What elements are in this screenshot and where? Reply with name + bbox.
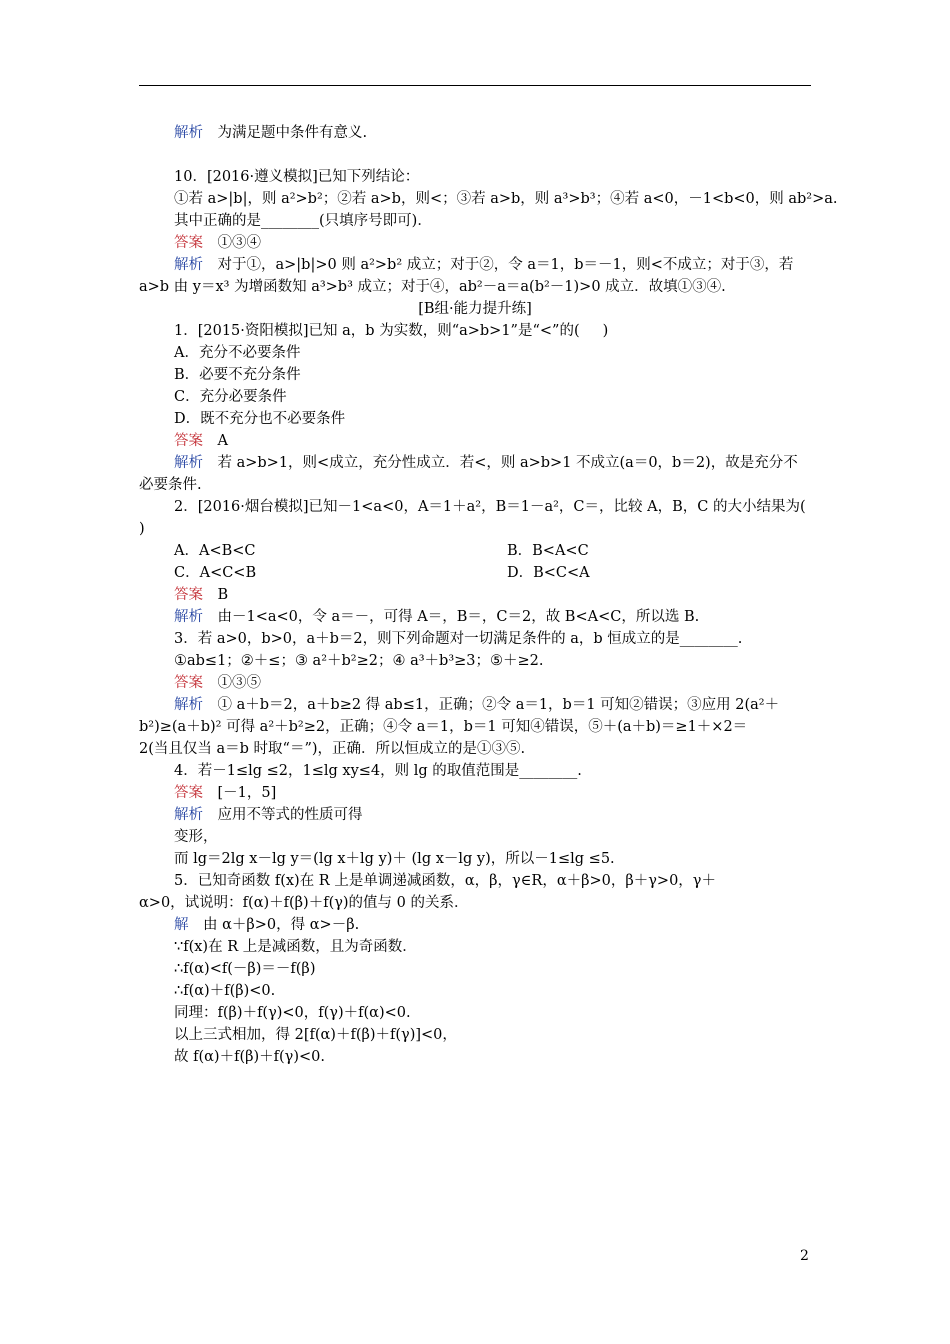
question-3: 3．若 a>0，b>0，a＋b＝2，则下列命题对一切满足条件的 a，b 恒成立的是________. [174, 631, 743, 647]
answer-line: 答案 A [174, 433, 228, 449]
option-d: D．B<C<A [507, 565, 590, 581]
question-10: 10．[2016·遵义模拟]已知下列结论： [174, 169, 420, 185]
analysis-line: 解析 应用不等式的性质可得 [174, 807, 363, 823]
analysis-line: 解析 为满足题中条件有意义. [174, 125, 368, 141]
question-2: 2．[2016·烟台模拟]已知－1<a<0，A＝1＋a²，B＝1－a²，C＝，比较 A，B，C 的大小结果为( [174, 499, 806, 515]
question-text: ) [139, 521, 145, 537]
label-answer: 答案 [174, 587, 203, 603]
solution-text: ∴f(α)＋f(β)<0. [174, 983, 276, 999]
question-4: 4．若－1≤lg ≤2，1≤lg xy≤4，则 lg 的取值范围是________. [174, 763, 582, 779]
option-b: B．必要不充分条件 [174, 367, 301, 383]
label-answer: 答案 [174, 235, 203, 251]
option-b: B．B<A<C [507, 543, 589, 559]
label-analysis: 解析 [174, 455, 203, 471]
label-solution: 解 [174, 917, 189, 933]
answer-line: 答案 ①③⑤ [174, 675, 261, 691]
label-analysis: 解析 [174, 125, 203, 141]
analysis-text: 而 lg＝2lg x－lg y＝(lg x＋lg y)＋ (lg x－lg y)，所以－1≤lg ≤5. [174, 851, 615, 867]
option-c: C．A<C<B [174, 565, 257, 581]
analysis-text: a>b 由 y＝x³ 为增函数知 a³>b³ 成立；对于④，ab²－a＝a(b²－1)>0 成立．故填①③④. [139, 279, 726, 295]
solution-text: 以上三式相加，得 2[f(α)＋f(β)＋f(γ)]<0， [174, 1027, 457, 1043]
label-analysis: 解析 [174, 609, 203, 625]
analysis-text: 必要条件. [139, 477, 202, 493]
option-a: A．A<B<C [174, 543, 256, 559]
analysis-line: 解析 ① a＋b＝2，a＋b≥2 得 ab≤1，正确；②令 a＝1，b＝1 可知②错误；③应用 2(a²＋ [174, 697, 780, 713]
solution-text: 故 f(α)＋f(β)＋f(γ)<0. [174, 1049, 325, 1065]
label-analysis: 解析 [174, 807, 203, 823]
analysis-line: 解析 若 a>b>1，则<成立，充分性成立．若<，则 a>b>1 不成立(a＝0，b＝2)，故是充分不 [174, 455, 798, 471]
analysis-text: 变形， [174, 829, 218, 845]
solution-text: ∵f(x)在 R 上是减函数，且为奇函数． [174, 939, 417, 955]
option-c: C．充分必要条件 [174, 389, 287, 405]
label-answer: 答案 [174, 433, 203, 449]
label-answer: 答案 [174, 675, 203, 691]
label-analysis: 解析 [174, 697, 203, 713]
solution-text: ∴f(α)<f(－β)＝－f(β) [174, 961, 316, 977]
solution-text: 同理：f(β)＋f(γ)<0，f(γ)＋f(α)<0. [174, 1005, 411, 1021]
question-text: ①若 a>|b|，则 a²>b²；②若 a>b，则<；③若 a>b，则 a³>b³；④若 a<0，－1<b<0，则 ab²>a. [174, 191, 838, 207]
section-heading: [B组·能力提升练] [418, 301, 532, 317]
page-number: 2 [800, 1248, 809, 1264]
option-d: D．既不充分也不必要条件 [174, 411, 346, 427]
analysis-text: 2(当且仅当 a＝b 时取“＝”)，正确．所以恒成立的是①③⑤. [139, 741, 526, 757]
question-text: α>0，试说明：f(α)＋f(β)＋f(γ)的值与 0 的关系． [139, 895, 469, 911]
answer-line: 答案 [－1，5] [174, 785, 277, 801]
option-a: A．充分不必要条件 [174, 345, 301, 361]
analysis-line: 解析 对于①，a>|b|>0 则 a²>b² 成立；对于②，令 a＝1，b＝－1，则<不成立；对于③，若 [174, 257, 794, 273]
question-5: 5．已知奇函数 f(x)在 R 上是单调递减函数，α，β，γ∈R，α＋β>0，β＋γ>0，γ＋ [174, 873, 716, 889]
label-analysis: 解析 [174, 257, 203, 273]
analysis-line: 解析 由－1<a<0，令 a＝－，可得 A＝，B＝，C＝2，故 B<A<C，所以选 B. [174, 609, 700, 625]
answer-line: 答案 B [174, 587, 229, 603]
question-text: 其中正确的是________(只填序号即可)． [174, 213, 432, 229]
question-text: ①ab≤1；②＋≤；③ a²＋b²≥2；④ a³＋b³≥3；⑤＋≥2. [174, 653, 544, 669]
answer-line: 答案 ①③④ [174, 235, 261, 251]
analysis-text: b²)≥(a＋b)² 可得 a²＋b²≥2，正确；④令 a＝1，b＝1 可知④错误，⑤＋(a＋b)＝≥1＋×2＝ [139, 719, 748, 735]
question-1: 1．[2015·资阳模拟]已知 a，b 为实数，则“a>b>1”是“<”的( ) [174, 323, 609, 339]
solution-line: 解 由 α＋β>0，得 α>－β. [174, 917, 360, 933]
label-answer: 答案 [174, 785, 203, 801]
header-rule [139, 85, 811, 86]
